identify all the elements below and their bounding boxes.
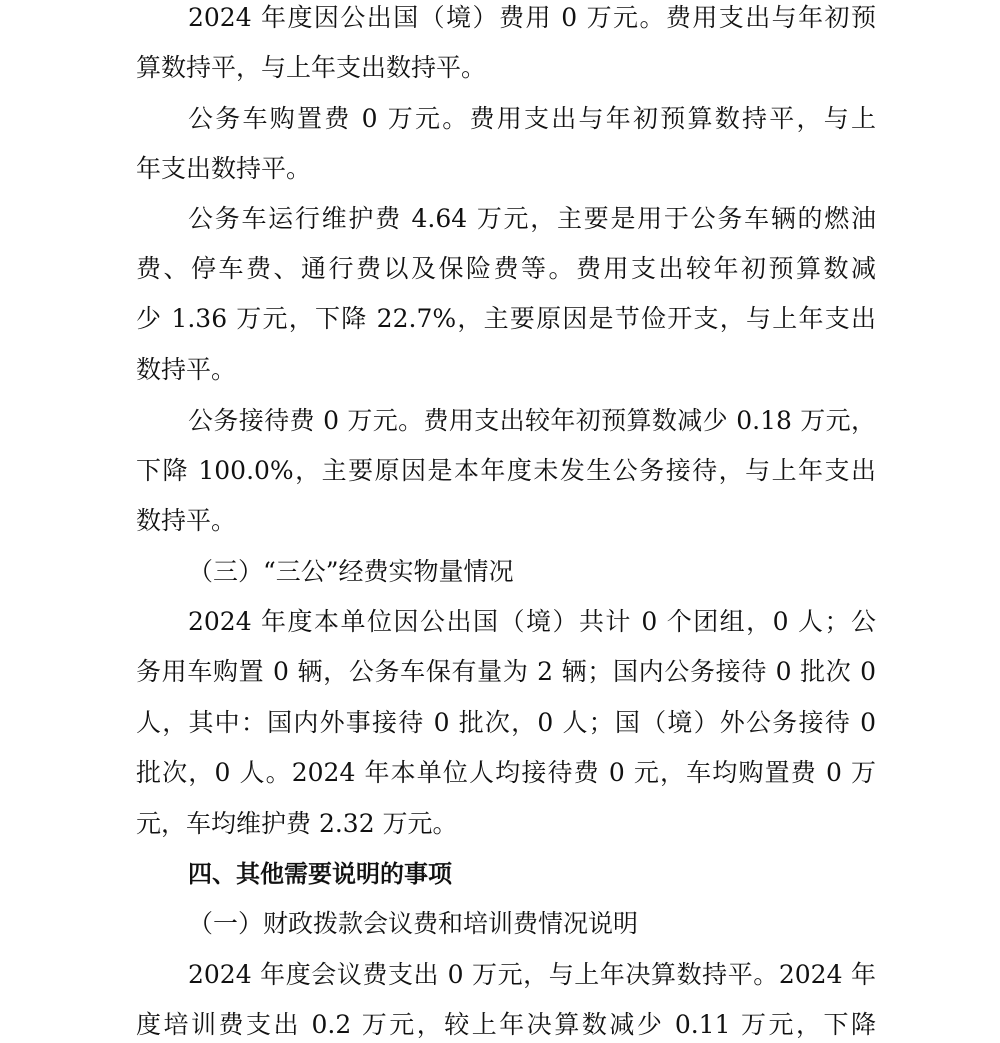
text-line: 公务车购置费 0 万元。费用支出与年初预算数持平，与上	[188, 104, 876, 133]
section-heading: （三）“三公”经费实物量情况	[188, 557, 514, 586]
text-line: 下降 100.0%，主要原因是本年度未发生公务接待，与上年支出	[136, 456, 876, 485]
text-line: 元，车均维护费 2.32 万元。	[136, 809, 458, 838]
text-line: 少 1.36 万元，下降 22.7%，主要原因是节俭开支，与上年支出	[136, 304, 876, 333]
chapter-heading: 四、其他需要说明的事项	[188, 860, 452, 888]
text-line: 数持平。	[136, 355, 237, 384]
text-line: 年支出数持平。	[136, 154, 312, 183]
text-line: 务用车购置 0 辆，公务车保有量为 2 辆；国内公务接待 0 批次 0	[136, 657, 876, 686]
text-line: 2024 年度会议费支出 0 万元，与上年决算数持平。2024 年	[188, 960, 876, 989]
text-line: 公务车运行维护费 4.64 万元，主要是用于公务车辆的燃油	[188, 204, 876, 233]
text-line: 数持平。	[136, 506, 237, 535]
text-line: 算数持平，与上年支出数持平。	[136, 53, 487, 82]
text-line: 度培训费支出 0.2 万元，较上年决算数减少 0.11 万元，下降	[136, 1010, 876, 1039]
text-line: 人，其中：国内外事接待 0 批次，0 人；国（境）外公务接待 0	[136, 708, 876, 737]
section-heading: （一）财政拨款会议费和培训费情况说明	[188, 909, 639, 938]
text-line: 批次，0 人。2024 年本单位人均接待费 0 元，车均购置费 0 万	[136, 758, 876, 787]
text-line: 2024 年度本单位因公出国（境）共计 0 个团组，0 人；公	[188, 607, 876, 636]
text-line: 公务接待费 0 万元。费用支出较年初预算数减少 0.18 万元，	[188, 406, 876, 435]
text-line: 2024 年度因公出国（境）费用 0 万元。费用支出与年初预	[188, 3, 876, 32]
text-line: 费、停车费、通行费以及保险费等。费用支出较年初预算数减	[136, 254, 876, 283]
